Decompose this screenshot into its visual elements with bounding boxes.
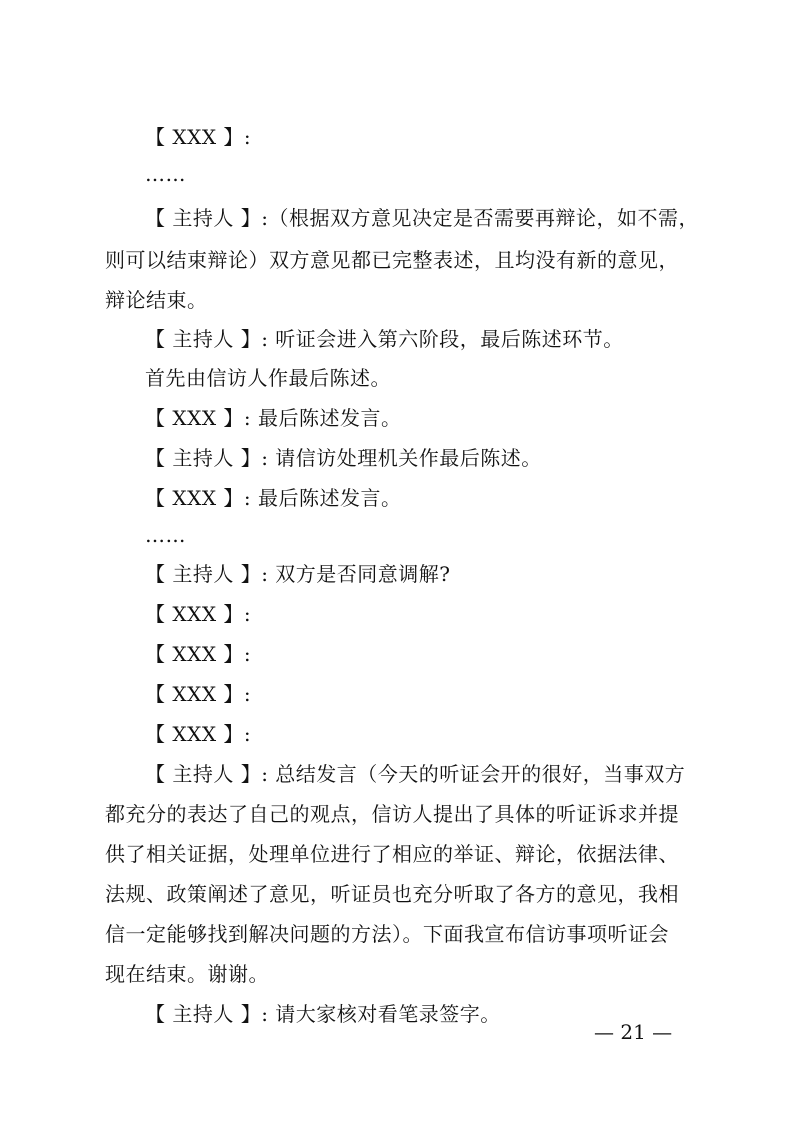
text-line: 【 XXX 】: [145,642,252,666]
text-line: 【 主持人 】: 总结发言（今天的听证会开的很好，当事双方 [145,762,686,786]
text-line: 则可以结束辩论）双方意见都已完整表述，且均没有新的意见， [105,248,679,272]
text-line: 【 主持人 】: 请信访处理机关作最后陈述。 [145,446,542,470]
text-line: 现在结束。谢谢。 [105,962,269,986]
text-line: 【 主持人 】:（根据双方意见决定是否需要再辩论，如不需， [145,206,699,230]
page-number: — 21 — [594,1020,673,1044]
text-line: 辩论结束。 [105,288,208,312]
text-line: 都充分的表达了自己的观点，信访人提出了具体的听证诉求并提 [105,802,679,826]
text-line: 【 XXX 】: [145,125,252,149]
text-line: 【 XXX 】: 最后陈述发言。 [145,406,402,430]
text-line: 【 XXX 】: [145,722,252,746]
text-line: 供了相关证据，处理单位进行了相应的举证、辩论，依据法律、 [105,842,679,866]
text-line: 【 主持人 】: 双方是否同意调解? [145,562,451,586]
text-line: 【 XXX 】: [145,602,252,626]
text-line: 首先由信访人作最后陈述。 [145,366,391,390]
text-line: 【 主持人 】: 请大家核对看笔录签字。 [145,1002,501,1026]
text-line: 法规、政策阐述了意见，听证员也充分听取了各方的意见，我相 [105,882,679,906]
ellipsis-line: …… [145,523,186,547]
text-line: 【 主持人 】: 听证会进入第六阶段，最后陈述环节。 [145,327,624,351]
text-line: 【 XXX 】: 最后陈述发言。 [145,486,402,510]
text-line: 【 XXX 】: [145,682,252,706]
text-line: 信一定能够找到解决问题的方法）。下面我宣布信访事项听证会 [105,922,669,946]
ellipsis-line: …… [145,162,186,186]
